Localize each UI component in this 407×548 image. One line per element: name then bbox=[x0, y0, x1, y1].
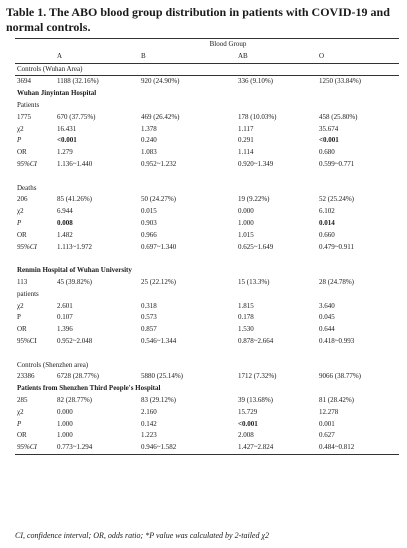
table-cell: 0.000 bbox=[238, 207, 254, 216]
table-cell: 0.240 bbox=[141, 136, 157, 145]
table-cell: 1188 (32.16%) bbox=[57, 77, 99, 86]
table-cell: 1.015 bbox=[238, 230, 254, 239]
table-row bbox=[15, 419, 399, 431]
table-cell: 6.102 bbox=[319, 207, 335, 216]
spacer-row bbox=[15, 253, 399, 265]
table-cell: 1.000 bbox=[57, 431, 73, 440]
spacer-cell bbox=[15, 171, 399, 183]
column-header-a: A bbox=[55, 51, 139, 63]
table-cell: 0.318 bbox=[141, 301, 157, 310]
section-label: Patients from Shenzhen Third People's Hospital bbox=[17, 384, 161, 393]
table-cell: 1.083 bbox=[141, 148, 157, 157]
spacer-row bbox=[15, 348, 399, 360]
table-cell: 6728 (28.77%) bbox=[57, 372, 99, 381]
table-cell: 1.427~2.824 bbox=[236, 442, 317, 454]
section-row bbox=[15, 63, 399, 76]
table-row bbox=[15, 407, 399, 419]
table-cell: 25 (22.12%) bbox=[141, 277, 176, 286]
table-cell: 1.000 bbox=[57, 419, 73, 428]
table-cell bbox=[55, 289, 139, 301]
table-cell: 0.680 bbox=[319, 148, 335, 157]
table-cell: 1.815 bbox=[238, 301, 254, 310]
table-cell: 0.291 bbox=[238, 136, 254, 145]
row-label: P bbox=[17, 313, 21, 322]
row-label: patients bbox=[17, 289, 39, 298]
table-cell: 39 (13.68%) bbox=[238, 395, 273, 404]
table-cell: 12.278 bbox=[319, 407, 339, 416]
spacer-cell bbox=[15, 348, 399, 360]
table-cell: 0.952~2.048 bbox=[57, 336, 93, 345]
table-cell: 50 (24.27%) bbox=[141, 195, 176, 204]
table-row bbox=[15, 218, 399, 230]
column-header-o: O bbox=[317, 51, 399, 63]
table-cell: 35.674 bbox=[319, 124, 339, 133]
table-row bbox=[15, 194, 399, 206]
table-cell: 0.946~1.582 bbox=[139, 442, 236, 454]
table-row bbox=[15, 277, 399, 289]
table-cell: 458 (25.80%) bbox=[319, 112, 358, 121]
table-cell bbox=[139, 183, 236, 195]
table-cell: 6.944 bbox=[57, 207, 73, 216]
table-cell bbox=[317, 100, 399, 112]
table-cell: 0.952~1.232 bbox=[141, 159, 177, 168]
table-cell: 0.878~2.664 bbox=[238, 336, 274, 345]
row-label: 285 bbox=[17, 395, 28, 404]
table-row bbox=[15, 112, 399, 124]
table-cell: 0.660 bbox=[319, 230, 335, 239]
table-row bbox=[15, 301, 399, 313]
table-cell: 0.014 bbox=[319, 218, 335, 227]
table-cell: 0.627 bbox=[319, 431, 335, 440]
table-cell: <0.001 bbox=[319, 136, 339, 145]
table-cell bbox=[139, 100, 236, 112]
table-cell: 0.773~1.294 bbox=[55, 442, 139, 454]
row-label: 23386 bbox=[17, 372, 35, 381]
table-title: Table 1. The ABO blood group distribution in patients with COVID-19 and normal controls. bbox=[6, 5, 390, 34]
spacer-row bbox=[15, 171, 399, 183]
blood-group-header-row bbox=[15, 39, 399, 51]
table-cell: 85 (41.26%) bbox=[57, 195, 92, 204]
column-header-b: B bbox=[139, 51, 236, 63]
table-cell: 45 (39.82%) bbox=[57, 277, 92, 286]
table-cell: 1.530 bbox=[238, 325, 254, 334]
row-label: OR bbox=[17, 148, 27, 157]
row-label: 1775 bbox=[17, 112, 31, 121]
table-cell: 0.857 bbox=[141, 325, 157, 334]
table-cell: 1.223 bbox=[141, 431, 157, 440]
table-cell: 0.644 bbox=[319, 325, 335, 334]
row-label: 95%CI bbox=[17, 159, 37, 168]
table-cell: 0.903 bbox=[141, 218, 157, 227]
table-cell: 0.546~1.344 bbox=[141, 336, 177, 345]
table-cell: 1.113~1.972 bbox=[57, 242, 93, 251]
table-cell: 0.001 bbox=[319, 419, 335, 428]
row-label: χ2 bbox=[17, 301, 24, 310]
table-row bbox=[15, 336, 399, 348]
row-label: χ2 bbox=[17, 207, 24, 216]
table-cell: 5880 (25.14%) bbox=[141, 372, 183, 381]
table-cell: 82 (28.77%) bbox=[57, 395, 92, 404]
row-label: 206 bbox=[17, 195, 28, 204]
section-row bbox=[15, 360, 399, 372]
table-cell: 19 (9.22%) bbox=[238, 195, 270, 204]
table-cell bbox=[317, 183, 399, 195]
table-cell: 0.966 bbox=[141, 230, 157, 239]
table-cell: 1.136~1.440 bbox=[57, 159, 93, 168]
column-header-ab: AB bbox=[236, 51, 317, 63]
column-header-row bbox=[15, 51, 399, 63]
row-label: OR bbox=[17, 230, 27, 239]
table-cell: 0.920~1.349 bbox=[238, 159, 274, 168]
table-cell bbox=[317, 289, 399, 301]
table-row bbox=[15, 76, 399, 88]
table-cell: 336 (9.10%) bbox=[238, 77, 273, 86]
table-row bbox=[15, 395, 399, 407]
table-footnote: CI, confidence interval; OR, odds ratio; *P value was calculated by 2-tailed χ2 bbox=[15, 531, 269, 540]
row-label: P bbox=[17, 419, 22, 428]
table-cell bbox=[55, 183, 139, 195]
table-row bbox=[15, 147, 399, 159]
table-cell: 178 (10.03%) bbox=[238, 112, 277, 121]
table-cell: 469 (26.42%) bbox=[141, 112, 180, 121]
row-label: 95%CI bbox=[15, 442, 55, 454]
row-label: χ2 bbox=[17, 124, 24, 133]
row-label: 95%CI bbox=[17, 336, 37, 345]
table-cell: 3.640 bbox=[319, 301, 335, 310]
table-cell: 2.160 bbox=[141, 407, 157, 416]
table-cell: 9066 (38.77%) bbox=[319, 372, 361, 381]
table-row bbox=[15, 124, 399, 136]
table-row bbox=[15, 324, 399, 336]
row-label: χ2 bbox=[17, 407, 24, 416]
table-cell: 0.000 bbox=[57, 407, 73, 416]
table-cell: 28 (24.78%) bbox=[319, 277, 354, 286]
table-cell: <0.001 bbox=[57, 136, 77, 145]
table-row bbox=[15, 442, 399, 454]
table-cell: 0.045 bbox=[319, 313, 335, 322]
table-row bbox=[15, 242, 399, 254]
table-row bbox=[15, 371, 399, 383]
table-cell: 0.015 bbox=[141, 207, 157, 216]
table-cell: 0.479~0.911 bbox=[319, 242, 355, 251]
table-cell: 0.599~0.771 bbox=[319, 159, 355, 168]
table-cell bbox=[55, 100, 139, 112]
section-row bbox=[15, 88, 399, 100]
row-label: OR bbox=[17, 431, 27, 440]
table-cell bbox=[236, 289, 317, 301]
table-row bbox=[15, 230, 399, 242]
table-cell: 0.625~1.649 bbox=[238, 242, 274, 251]
row-label: P bbox=[17, 218, 22, 227]
table-cell: 16.431 bbox=[57, 124, 77, 133]
blood-group-header: Blood Group bbox=[55, 39, 399, 51]
abo-distribution-table bbox=[15, 38, 399, 455]
table-cell: 83 (29.12%) bbox=[141, 395, 176, 404]
section-label: Controls (Wuhan Area) bbox=[15, 63, 399, 76]
row-label: Deaths bbox=[17, 183, 37, 192]
table-cell: 1.117 bbox=[238, 124, 254, 133]
spacer-cell bbox=[15, 253, 399, 265]
table-row bbox=[15, 312, 399, 324]
table-cell bbox=[236, 100, 317, 112]
row-label: 113 bbox=[17, 277, 28, 286]
table-cell: 0.178 bbox=[238, 313, 254, 322]
table-cell: 1.114 bbox=[238, 148, 254, 157]
row-label: P bbox=[17, 136, 22, 145]
table-row bbox=[15, 100, 399, 112]
table-cell: 2.601 bbox=[57, 301, 73, 310]
table-cell: 1712 (7.32%) bbox=[238, 372, 277, 381]
table-cell: 0.107 bbox=[57, 313, 73, 322]
table-row bbox=[15, 135, 399, 147]
table-cell: 1.482 bbox=[57, 230, 73, 239]
table-cell: 1.378 bbox=[141, 124, 157, 133]
section-label: Renmin Hospital of Wuhan University bbox=[17, 266, 132, 275]
table-cell: 1.396 bbox=[57, 325, 73, 334]
table-cell: 2.008 bbox=[238, 431, 254, 440]
table-row bbox=[15, 206, 399, 218]
table-cell bbox=[236, 183, 317, 195]
row-label: Patients bbox=[17, 100, 40, 109]
table-cell: 920 (24.90%) bbox=[141, 77, 180, 86]
table-cell: 15 (13.3%) bbox=[238, 277, 270, 286]
section-label: Wuhan Jinyintan Hospital bbox=[17, 89, 97, 98]
table-cell: 0.142 bbox=[141, 419, 157, 428]
table-cell: 0.418~0.993 bbox=[319, 336, 355, 345]
table-cell: 1.000 bbox=[238, 218, 254, 227]
table-cell: 0.484~0.812 bbox=[317, 442, 399, 454]
table-cell: 1.279 bbox=[57, 148, 73, 157]
row-label: 95%CI bbox=[17, 242, 37, 251]
table-cell: 0.008 bbox=[57, 218, 73, 227]
section-label: Controls (Shenzhen area) bbox=[17, 360, 89, 369]
section-row bbox=[15, 383, 399, 395]
table-row bbox=[15, 183, 399, 195]
table-row bbox=[15, 430, 399, 442]
table-cell: 1250 (33.84%) bbox=[319, 77, 361, 86]
table-cell bbox=[139, 289, 236, 301]
table-cell: 0.573 bbox=[141, 313, 157, 322]
table-cell: 52 (25.24%) bbox=[319, 195, 354, 204]
row-label: 3694 bbox=[17, 77, 31, 86]
table-cell: 81 (28.42%) bbox=[319, 395, 354, 404]
section-row bbox=[15, 265, 399, 277]
table-cell: <0.001 bbox=[238, 419, 258, 428]
table-cell: 15.729 bbox=[238, 407, 258, 416]
table-row bbox=[15, 289, 399, 301]
table-row bbox=[15, 159, 399, 171]
table-cell: 670 (37.75%) bbox=[57, 112, 96, 121]
table-cell: 0.697~1.340 bbox=[141, 242, 177, 251]
row-label: OR bbox=[17, 325, 27, 334]
